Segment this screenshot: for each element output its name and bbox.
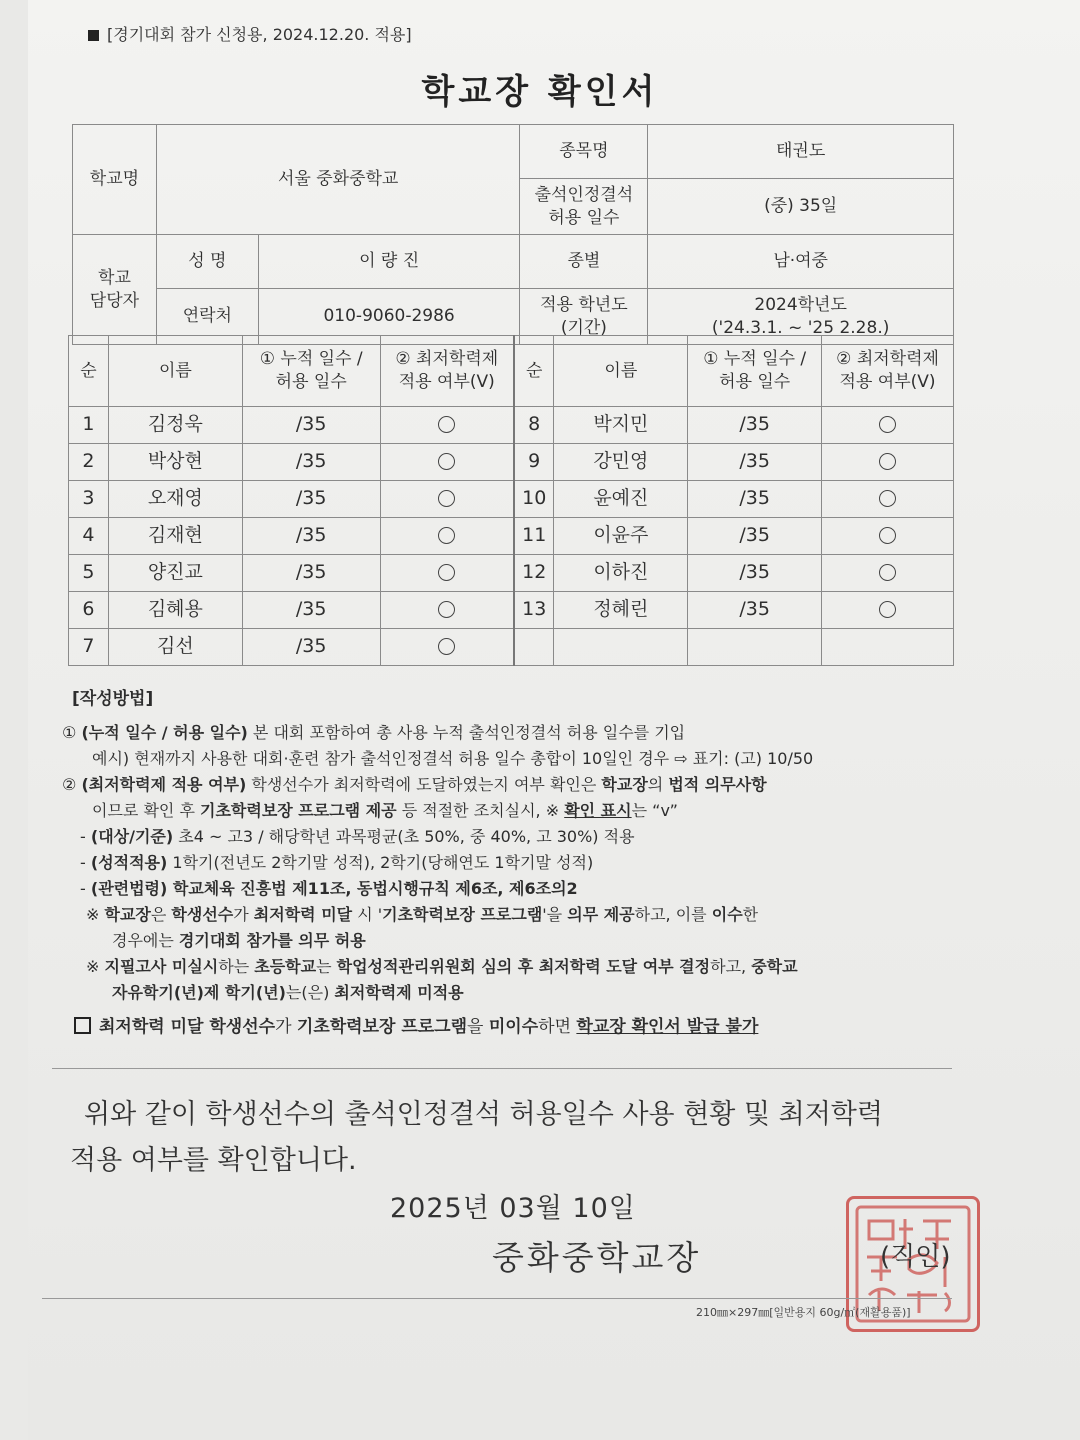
student-days: /35 bbox=[688, 555, 822, 592]
instruction-text: 이므로 확인 후 bbox=[92, 801, 200, 820]
header-days: ① 누적 일수 / 허용 일수 bbox=[242, 336, 380, 407]
name-value: 이 량 진 bbox=[258, 235, 520, 289]
instruction-text: 경우에는 bbox=[112, 931, 179, 950]
instruction-bold: (대상/기준) bbox=[90, 827, 174, 846]
student-days: /35 bbox=[242, 518, 380, 555]
instruction-text: 는 “v” bbox=[631, 801, 678, 820]
student-days: /35 bbox=[688, 407, 822, 444]
student-days: /35 bbox=[688, 481, 822, 518]
manager-label: 학교 담당자 bbox=[73, 235, 157, 345]
student-name: 오재영 bbox=[108, 481, 242, 518]
min-check-cell[interactable] bbox=[822, 407, 954, 444]
instruction-bold: 학업성적관리위원회 심의 후 최저학력 도달 여부 결정 bbox=[336, 957, 711, 976]
row-no: 4 bbox=[69, 518, 109, 555]
table-row bbox=[69, 629, 954, 666]
row-no: 6 bbox=[69, 592, 109, 629]
instruction-bold: 의무 제공 bbox=[567, 905, 635, 924]
instruction-bold: (누적 일수 / 허용 일수) bbox=[81, 723, 248, 742]
row-no: 9 bbox=[514, 444, 554, 481]
square-bullet-icon bbox=[88, 30, 99, 41]
dash-mark: - bbox=[80, 879, 86, 898]
roster-table bbox=[68, 335, 954, 666]
detail-2 bbox=[62, 850, 962, 876]
reference-2 bbox=[62, 954, 962, 980]
instruction-bold: 기초학력보장 프로그램 제공 bbox=[200, 801, 397, 820]
reference-1-line2 bbox=[62, 928, 962, 954]
circle-icon bbox=[438, 638, 455, 655]
instruction-bold: 경기대회 참가를 의무 허용 bbox=[178, 931, 366, 950]
form-tag-text: [경기대회 참가 신청용, 2024.12.20. 적용] bbox=[107, 25, 412, 44]
instruction-text: 초4 ~ 고3 / 해당학년 과목평균(초 50%, 중 40%, 고 30%) 적용 bbox=[173, 827, 635, 846]
event-value: 태권도 bbox=[648, 125, 954, 179]
event-label: 종목명 bbox=[520, 125, 648, 179]
instruction-text: 하면 bbox=[538, 1017, 577, 1037]
student-days: /35 bbox=[242, 407, 380, 444]
instruction-text: 의 bbox=[647, 775, 669, 794]
principal-title: 중화중학교장 bbox=[492, 1238, 702, 1277]
row-no: 13 bbox=[514, 592, 554, 629]
empty-cell bbox=[688, 629, 822, 666]
instruction-text: 본 대회 포함하여 총 사용 누적 출석인정결석 허용 일수를 기입 bbox=[247, 723, 686, 742]
contact-label: 연락처 bbox=[156, 289, 258, 345]
detail-3 bbox=[62, 876, 962, 902]
min-check-cell[interactable] bbox=[380, 444, 514, 481]
divider bbox=[42, 1298, 952, 1299]
student-days: /35 bbox=[242, 629, 380, 666]
allowed-days-value: (중) 35일 bbox=[648, 179, 954, 235]
student-name: 김선 bbox=[108, 629, 242, 666]
reference-mark: ※ bbox=[86, 957, 100, 976]
dash-mark: - bbox=[80, 853, 86, 872]
student-name: 양진교 bbox=[108, 555, 242, 592]
year-label: 적용 학년도 (기간) bbox=[520, 289, 648, 345]
circle-icon bbox=[438, 564, 455, 581]
student-days: /35 bbox=[242, 592, 380, 629]
confirmation-statement bbox=[70, 1092, 950, 1184]
table-row bbox=[69, 444, 954, 481]
instruction-bold: 기초학력보장 프로그램 bbox=[382, 905, 543, 924]
issue-date: 2025년 03월 10일 bbox=[390, 1193, 636, 1224]
circle-icon bbox=[438, 527, 455, 544]
min-check-cell[interactable] bbox=[380, 592, 514, 629]
circle-icon bbox=[879, 416, 896, 433]
empty-cell bbox=[514, 629, 554, 666]
instruction-bold: 지필고사 미실시 bbox=[104, 957, 219, 976]
student-name: 박상현 bbox=[108, 444, 242, 481]
instruction-text: 는(은) bbox=[285, 983, 335, 1002]
student-name: 이하진 bbox=[554, 555, 688, 592]
reference-mark: ※ bbox=[86, 905, 100, 924]
reference-1 bbox=[62, 902, 962, 928]
year-value: 2024학년도 ('24.3.1. ~ '25 2.28.) bbox=[648, 289, 954, 345]
instruction-bold: (관련법령) 학교체육 진흥법 제11조, 동법시행규칙 제6조, 제6조의2 bbox=[90, 879, 578, 898]
student-name: 김혜용 bbox=[108, 592, 242, 629]
instruction-bold: 학생선수 bbox=[171, 905, 234, 924]
instructions bbox=[62, 686, 962, 1040]
info-table bbox=[72, 124, 954, 345]
row-no: 3 bbox=[69, 481, 109, 518]
instruction-bold: 학교장 확인서 발급 불가 bbox=[576, 1017, 759, 1037]
number-mark: ② bbox=[62, 775, 77, 794]
confirmation-line-2: 적용 여부를 확인합니다. bbox=[70, 1145, 357, 1176]
student-days: /35 bbox=[688, 444, 822, 481]
min-check-cell[interactable] bbox=[822, 481, 954, 518]
empty-cell bbox=[554, 629, 688, 666]
min-check-cell[interactable] bbox=[380, 481, 514, 518]
empty-cell bbox=[822, 629, 954, 666]
instruction-bold: 확인 표시 bbox=[564, 801, 632, 820]
student-name: 강민영 bbox=[554, 444, 688, 481]
dash-mark: - bbox=[80, 827, 86, 846]
student-name: 김재현 bbox=[108, 518, 242, 555]
instructions-heading: [작성방법] bbox=[72, 689, 154, 709]
min-check-cell[interactable] bbox=[380, 629, 514, 666]
student-days: /35 bbox=[242, 444, 380, 481]
header-name: 이름 bbox=[108, 336, 242, 407]
instruction-2-line2 bbox=[62, 798, 962, 824]
circle-icon bbox=[438, 601, 455, 618]
box-arrow-icon bbox=[74, 1017, 91, 1034]
min-check-cell[interactable] bbox=[380, 555, 514, 592]
confirmation-line-1: 위와 같이 학생선수의 출석인정결석 허용일수 사용 현황 및 최저학력 bbox=[84, 1099, 883, 1130]
table-row bbox=[69, 518, 954, 555]
paper-spec: 210㎜×297㎜[일반용지 60g/㎡(재활용품)] bbox=[696, 1306, 911, 1319]
division-label: 종별 bbox=[520, 235, 648, 289]
header-no: 순 bbox=[69, 336, 109, 407]
school-value: 서울 중화중학교 bbox=[156, 125, 520, 235]
instruction-bold: (최저학력제 적용 여부) bbox=[81, 775, 247, 794]
instruction-1 bbox=[62, 720, 962, 746]
instruction-bold: 최저학력 미달 학생선수 bbox=[99, 1017, 276, 1037]
instruction-text: 하고, 이를 bbox=[634, 905, 712, 924]
number-mark: ① bbox=[62, 723, 77, 742]
student-days: /35 bbox=[688, 518, 822, 555]
instruction-bold: 초등학교 bbox=[254, 957, 317, 976]
student-name: 정혜린 bbox=[554, 592, 688, 629]
header-name-right: 이름 bbox=[554, 336, 688, 407]
header-min-right: ② 최저학력제 적용 여부(V) bbox=[822, 336, 954, 407]
reference-2-line2 bbox=[62, 980, 962, 1006]
min-check-cell[interactable] bbox=[822, 592, 954, 629]
min-check-cell[interactable] bbox=[380, 407, 514, 444]
name-label: 성 명 bbox=[156, 235, 258, 289]
header-no-right: 순 bbox=[514, 336, 554, 407]
instruction-text: 는 bbox=[316, 957, 337, 976]
circle-icon bbox=[438, 490, 455, 507]
circle-icon bbox=[879, 601, 896, 618]
min-check-cell[interactable] bbox=[822, 444, 954, 481]
row-no: 1 bbox=[69, 407, 109, 444]
instruction-bold: 이수 bbox=[711, 905, 743, 924]
row-no: 8 bbox=[514, 407, 554, 444]
warning-line bbox=[62, 1014, 962, 1040]
student-name: 박지민 bbox=[554, 407, 688, 444]
student-days: /35 bbox=[242, 555, 380, 592]
row-no: 5 bbox=[69, 555, 109, 592]
row-no: 2 bbox=[69, 444, 109, 481]
instruction-text: 시 ' bbox=[352, 905, 383, 924]
circle-icon bbox=[879, 453, 896, 470]
student-days: /35 bbox=[688, 592, 822, 629]
min-check-cell[interactable] bbox=[822, 555, 954, 592]
instruction-bold: 최저학력 미달 bbox=[253, 905, 353, 924]
row-no: 12 bbox=[514, 555, 554, 592]
circle-icon bbox=[879, 490, 896, 507]
instruction-text: 가 bbox=[233, 905, 254, 924]
instruction-text: '을 bbox=[542, 905, 568, 924]
instruction-text: 을 bbox=[467, 1017, 489, 1037]
instruction-bold: 중학교 bbox=[751, 957, 798, 976]
instruction-bold: 학교장 bbox=[601, 775, 648, 794]
instruction-bold: 법적 의무사항 bbox=[668, 775, 767, 794]
instruction-text: 등 적절한 조치실시, ※ bbox=[396, 801, 565, 820]
instruction-text: 은 bbox=[150, 905, 172, 924]
row-no: 7 bbox=[69, 629, 109, 666]
instruction-bold: 자유학기(년)제 학기(년) bbox=[112, 983, 286, 1002]
header-days-right: ① 누적 일수 / 허용 일수 bbox=[688, 336, 822, 407]
table-row bbox=[69, 407, 954, 444]
instruction-bold: (성적적용) bbox=[90, 853, 168, 872]
divider bbox=[52, 1068, 952, 1069]
school-label: 학교명 bbox=[73, 125, 157, 235]
instruction-text: 한 bbox=[742, 905, 759, 924]
table-row bbox=[69, 555, 954, 592]
allowed-days-label: 출석인정결석 허용 일수 bbox=[520, 179, 648, 235]
min-check-cell[interactable] bbox=[380, 518, 514, 555]
instruction-text: 가 bbox=[275, 1017, 297, 1037]
circle-icon bbox=[879, 527, 896, 544]
row-no: 11 bbox=[514, 518, 554, 555]
circle-icon bbox=[879, 564, 896, 581]
instruction-text: 하고, bbox=[710, 957, 752, 976]
instruction-1-example: 예시) 현재까지 사용한 대회·훈련 참가 출석인정결석 허용 일수 총합이 10일인 경우 ⇨ 표기: (고) 10/50 bbox=[92, 749, 814, 768]
circle-icon bbox=[438, 453, 455, 470]
detail-1 bbox=[62, 824, 962, 850]
form-tag bbox=[88, 22, 412, 45]
student-name: 윤예진 bbox=[554, 481, 688, 518]
instruction-text: 하는 bbox=[218, 957, 255, 976]
contact-value: 010-9060-2986 bbox=[258, 289, 520, 345]
header-min: ② 최저학력제 적용 여부(V) bbox=[380, 336, 514, 407]
division-value: 남·여중 bbox=[648, 235, 954, 289]
seal-note: (직인) bbox=[880, 1242, 951, 1272]
student-name: 김정욱 bbox=[108, 407, 242, 444]
instruction-2 bbox=[62, 772, 962, 798]
row-no: 10 bbox=[514, 481, 554, 518]
instruction-bold: 미이수 bbox=[488, 1017, 539, 1037]
instruction-text: 1학기(전년도 2학기말 성적), 2학기(당해연도 1학기말 성적) bbox=[167, 853, 594, 872]
instruction-bold: 최저학력제 미적용 bbox=[334, 983, 464, 1002]
instruction-bold: 학교장 bbox=[104, 905, 151, 924]
student-days: /35 bbox=[242, 481, 380, 518]
page-title: 학교장 확인서 bbox=[421, 72, 659, 112]
instruction-text: 학생선수가 최저학력에 도달하였는지 여부 확인은 bbox=[246, 775, 602, 794]
student-name: 이윤주 bbox=[554, 518, 688, 555]
min-check-cell[interactable] bbox=[822, 518, 954, 555]
instruction-bold: 기초학력보장 프로그램 bbox=[296, 1017, 468, 1037]
table-row bbox=[69, 592, 954, 629]
table-row bbox=[69, 481, 954, 518]
circle-icon bbox=[438, 416, 455, 433]
